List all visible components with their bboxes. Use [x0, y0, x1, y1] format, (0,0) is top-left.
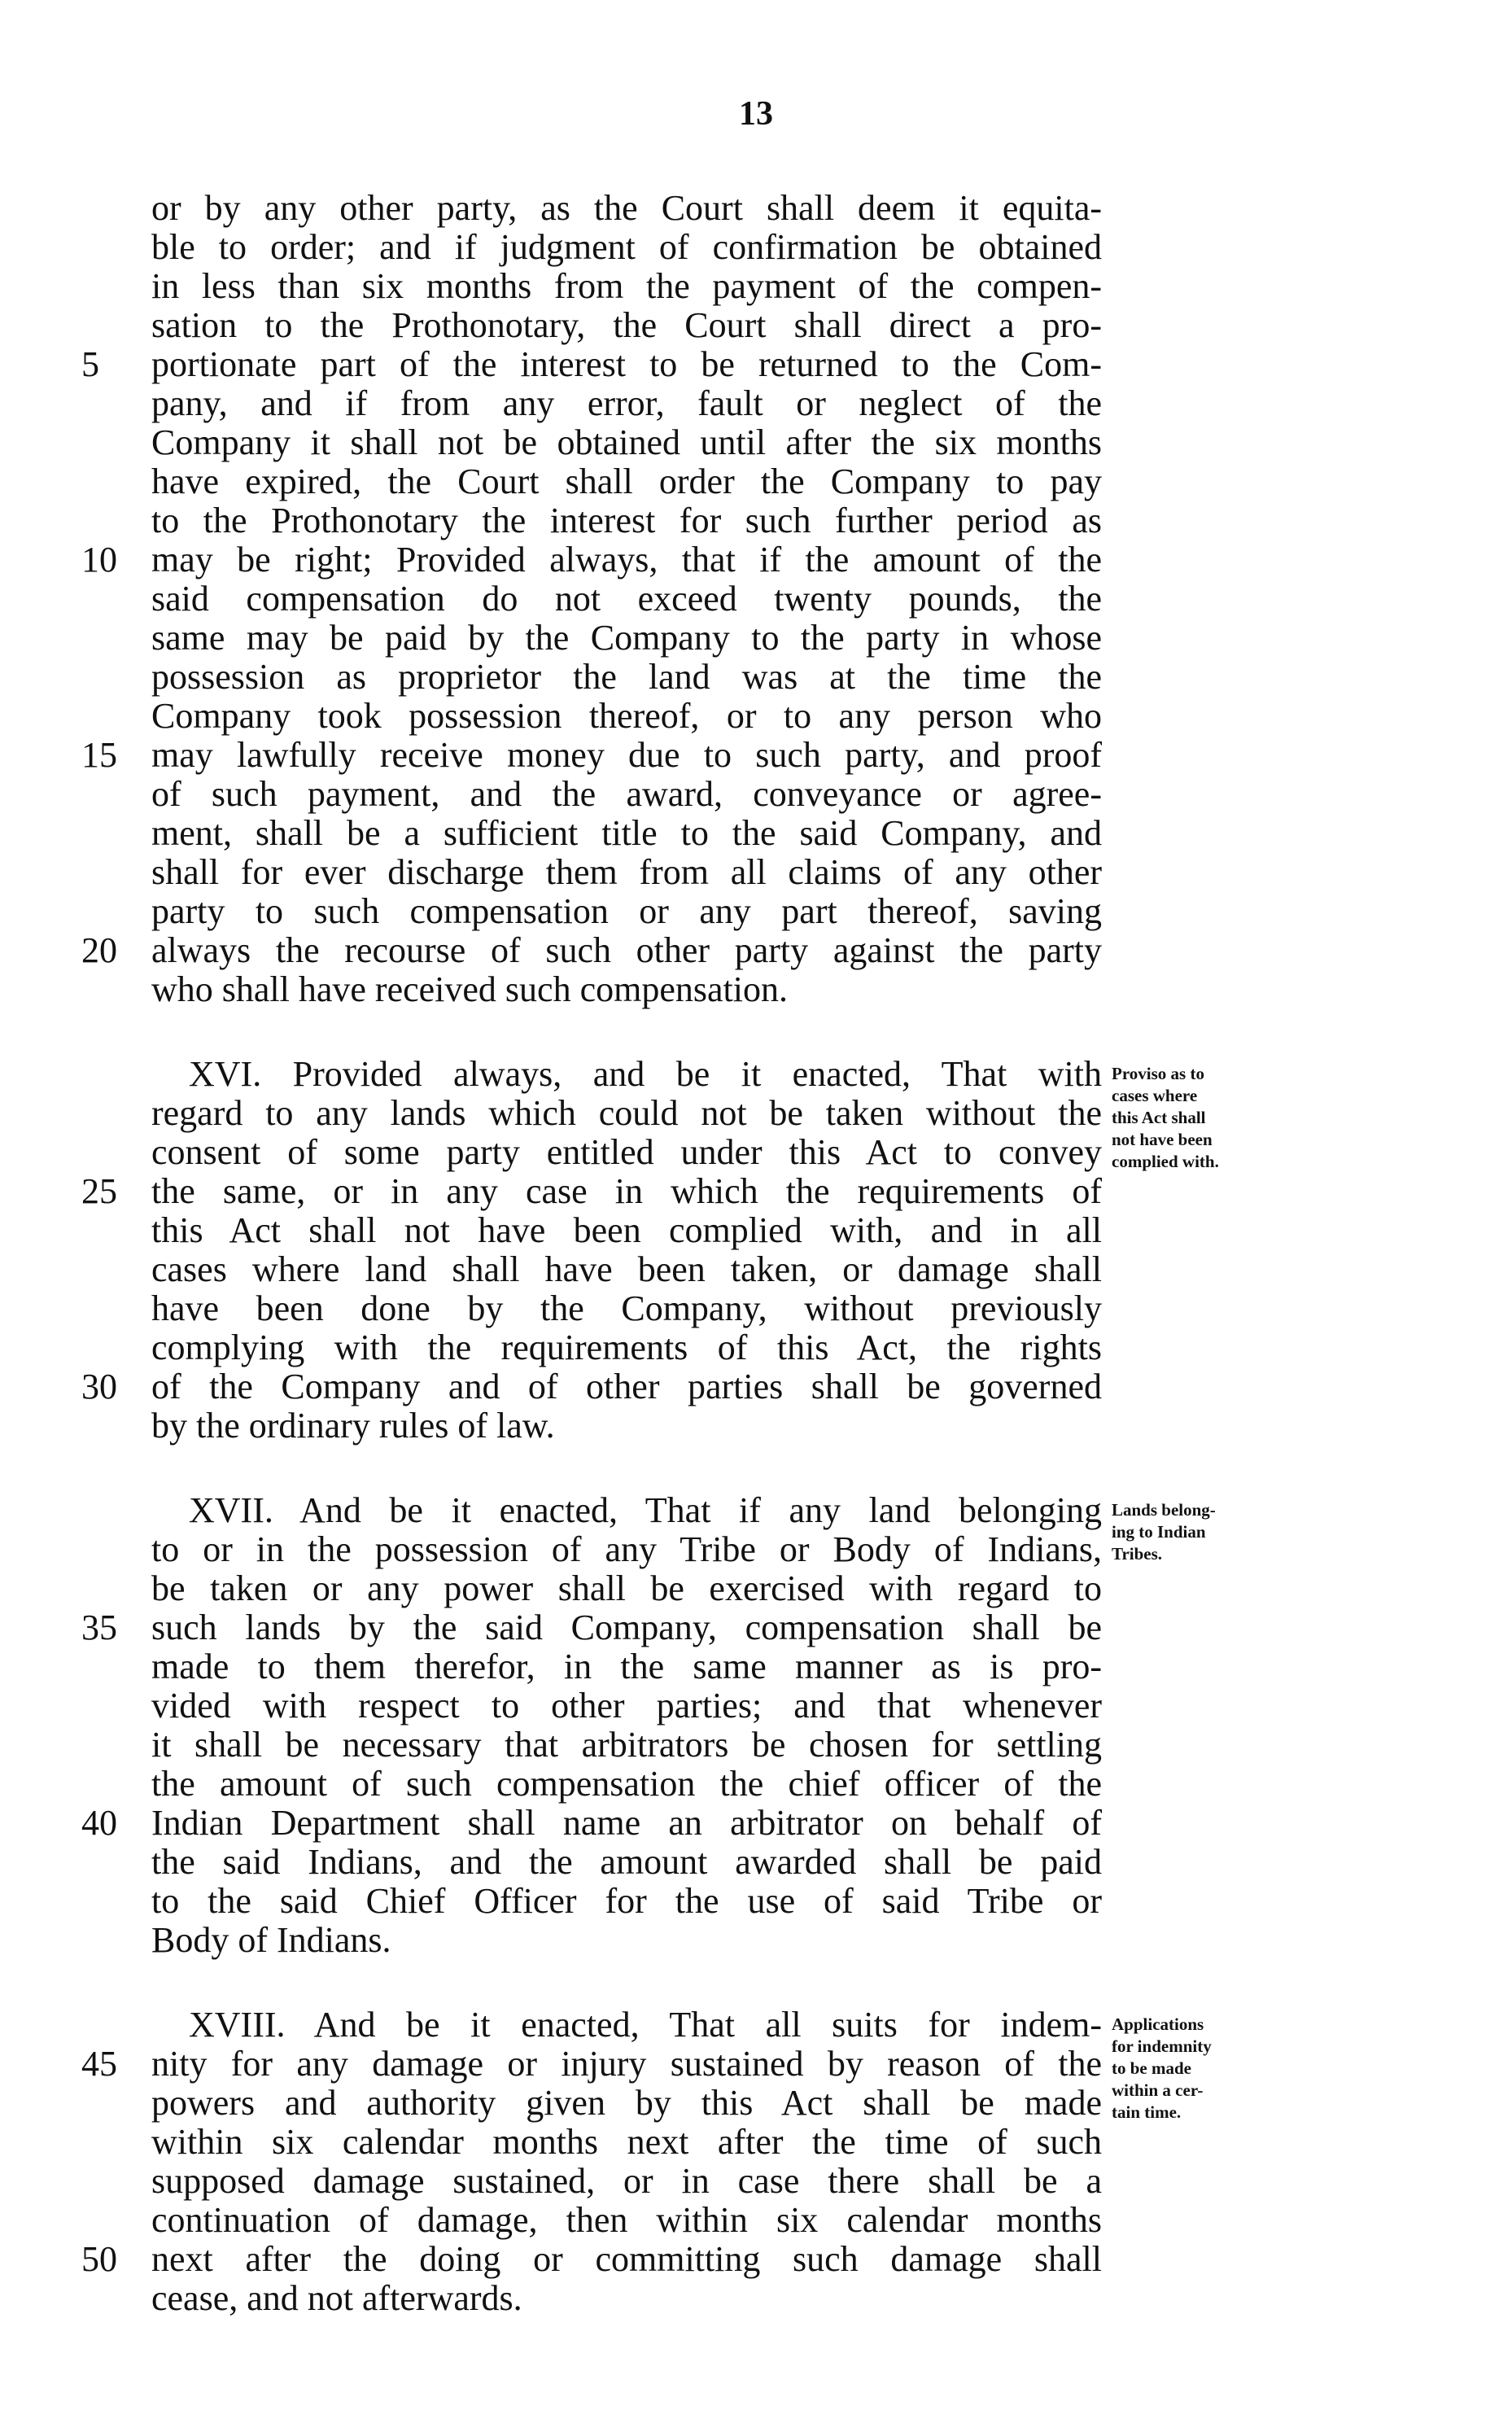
- text-line: continuation of damage, then within six calendar months: [151, 2200, 1102, 2240]
- text-line: complying with the requirements of this Act, the rights: [151, 1328, 1102, 1367]
- text-line: regard to any lands which could not be taken without the: [151, 1093, 1102, 1133]
- text-line: the same, or in any case in which the requirements of: [151, 1171, 1102, 1211]
- text-line: the said Indians, and the amount awarded shall be paid: [151, 1842, 1102, 1882]
- line-number: 50: [81, 2239, 117, 2279]
- text-line: possession as proprietor the land was at the time the: [151, 657, 1102, 697]
- text-line: cease, and not afterwards.: [151, 2278, 522, 2318]
- margin-note-line: Lands belong-: [1112, 1500, 1216, 1520]
- text-line: supposed damage sustained, or in case there shall be a: [151, 2161, 1102, 2201]
- line-number: 20: [81, 930, 117, 970]
- text-line: shall for ever discharge them from all claims of any other: [151, 852, 1102, 892]
- text-line: same may be paid by the Company to the party in whose: [151, 618, 1102, 658]
- text-line: may lawfully receive money due to such party, and proof: [151, 735, 1102, 775]
- text-line: it shall be necessary that arbitrators be chosen for settling: [151, 1725, 1102, 1765]
- text-line: cases where land shall have been taken, or damage shall: [151, 1249, 1102, 1289]
- text-line: consent of some party entitled under this Act to convey: [151, 1132, 1102, 1172]
- margin-note-line: within a cer-: [1112, 2080, 1204, 2100]
- text-line: sation to the Prothonotary, the Court shall direct a pro-: [151, 305, 1102, 345]
- text-line: have expired, the Court shall order the Company to pay: [151, 461, 1102, 501]
- text-line: this Act shall not have been complied with, and in all: [151, 1210, 1102, 1250]
- line-number: 10: [81, 540, 117, 580]
- text-line: nity for any damage or injury sustained by reason of the: [151, 2044, 1102, 2084]
- text-line: may be right; Provided always, that if the amount of the: [151, 540, 1102, 580]
- margin-note-line: cases where: [1112, 1086, 1198, 1105]
- text-line: made to them therefor, in the same manner as is pro-: [151, 1647, 1102, 1686]
- text-line: said compensation do not exceed twenty pounds, the: [151, 579, 1102, 619]
- text-line: to the Prothonotary the interest for such further period as: [151, 501, 1102, 540]
- text-line: Body of Indians.: [151, 1920, 391, 1960]
- text-line: ble to order; and if judgment of confirmation be obtained: [151, 227, 1102, 267]
- text-line: be taken or any power shall be exercised with regard to: [151, 1568, 1102, 1608]
- text-line: or by any other party, as the Court shall deem it equita-: [151, 188, 1102, 228]
- text-line: by the ordinary rules of law.: [151, 1406, 555, 1446]
- text-line: to the said Chief Officer for the use of said Tribe or: [151, 1881, 1102, 1921]
- line-number: 35: [81, 1607, 117, 1647]
- text-line: who shall have received such compensation.: [151, 969, 788, 1009]
- line-number: 15: [81, 735, 117, 775]
- text-line: party to such compensation or any part thereof, saving: [151, 891, 1102, 931]
- line-number: 40: [81, 1803, 117, 1843]
- text-line: next after the doing or committing such damage shall: [151, 2239, 1102, 2279]
- section-heading-line: XVII. And be it enacted, That if any land belonging: [189, 1490, 1102, 1530]
- text-line: within six calendar months next after the time of such: [151, 2122, 1102, 2162]
- line-number: 25: [81, 1171, 117, 1211]
- margin-note-applications: [1112, 2014, 1323, 2124]
- text-line: to or in the possession of any Tribe or Body of Indians,: [151, 1529, 1102, 1569]
- margin-note-line: for indemnity: [1112, 2036, 1212, 2056]
- text-line: vided with respect to other parties; and that whenever: [151, 1686, 1102, 1726]
- margin-note-line: Applications: [1112, 2014, 1204, 2034]
- margin-note-line: not have been: [1112, 1130, 1213, 1149]
- text-line: the amount of such compensation the chief officer of the: [151, 1764, 1102, 1804]
- margin-note-lands: [1112, 1499, 1323, 1565]
- margin-note-line: ing to Indian: [1112, 1522, 1206, 1542]
- text-line: in less than six months from the payment of the compen-: [151, 266, 1102, 306]
- text-line: of such payment, and the award, conveyance or agree-: [151, 774, 1102, 814]
- text-line: have been done by the Company, without previously: [151, 1288, 1102, 1328]
- margin-note-line: complied with.: [1112, 1152, 1219, 1171]
- text-line: pany, and if from any error, fault or neglect of the: [151, 383, 1102, 423]
- text-line: powers and authority given by this Act shall be made: [151, 2083, 1102, 2123]
- text-line: Indian Department shall name an arbitrator on behalf of: [151, 1803, 1102, 1843]
- margin-note-line: tain time.: [1112, 2102, 1182, 2122]
- margin-note-line: Proviso as to: [1112, 1064, 1204, 1083]
- text-line: such lands by the said Company, compensation shall be: [151, 1607, 1102, 1647]
- text-line: portionate part of the interest to be returned to the Com-: [151, 344, 1102, 384]
- text-line: of the Company and of other parties shall be governed: [151, 1367, 1102, 1406]
- section-heading-line: XVI. Provided always, and be it enacted, That with: [189, 1054, 1102, 1094]
- margin-note-line: to be made: [1112, 2058, 1191, 2078]
- line-number: 30: [81, 1367, 117, 1406]
- margin-note-proviso: [1112, 1063, 1323, 1173]
- section-heading-line: XVIII. And be it enacted, That all suits for indem-: [189, 2005, 1102, 2045]
- margin-note-line: this Act shall: [1112, 1108, 1206, 1127]
- text-line: Company it shall not be obtained until after the six months: [151, 422, 1102, 462]
- text-line: always the recourse of such other party against the party: [151, 930, 1102, 970]
- line-number: 45: [81, 2044, 117, 2084]
- text-line: ment, shall be a sufficient title to the said Company, and: [151, 813, 1102, 853]
- page-number: 13: [739, 95, 773, 133]
- text-line: Company took possession thereof, or to any person who: [151, 696, 1102, 736]
- margin-note-line: Tribes.: [1112, 1544, 1163, 1564]
- line-number: 5: [81, 344, 99, 384]
